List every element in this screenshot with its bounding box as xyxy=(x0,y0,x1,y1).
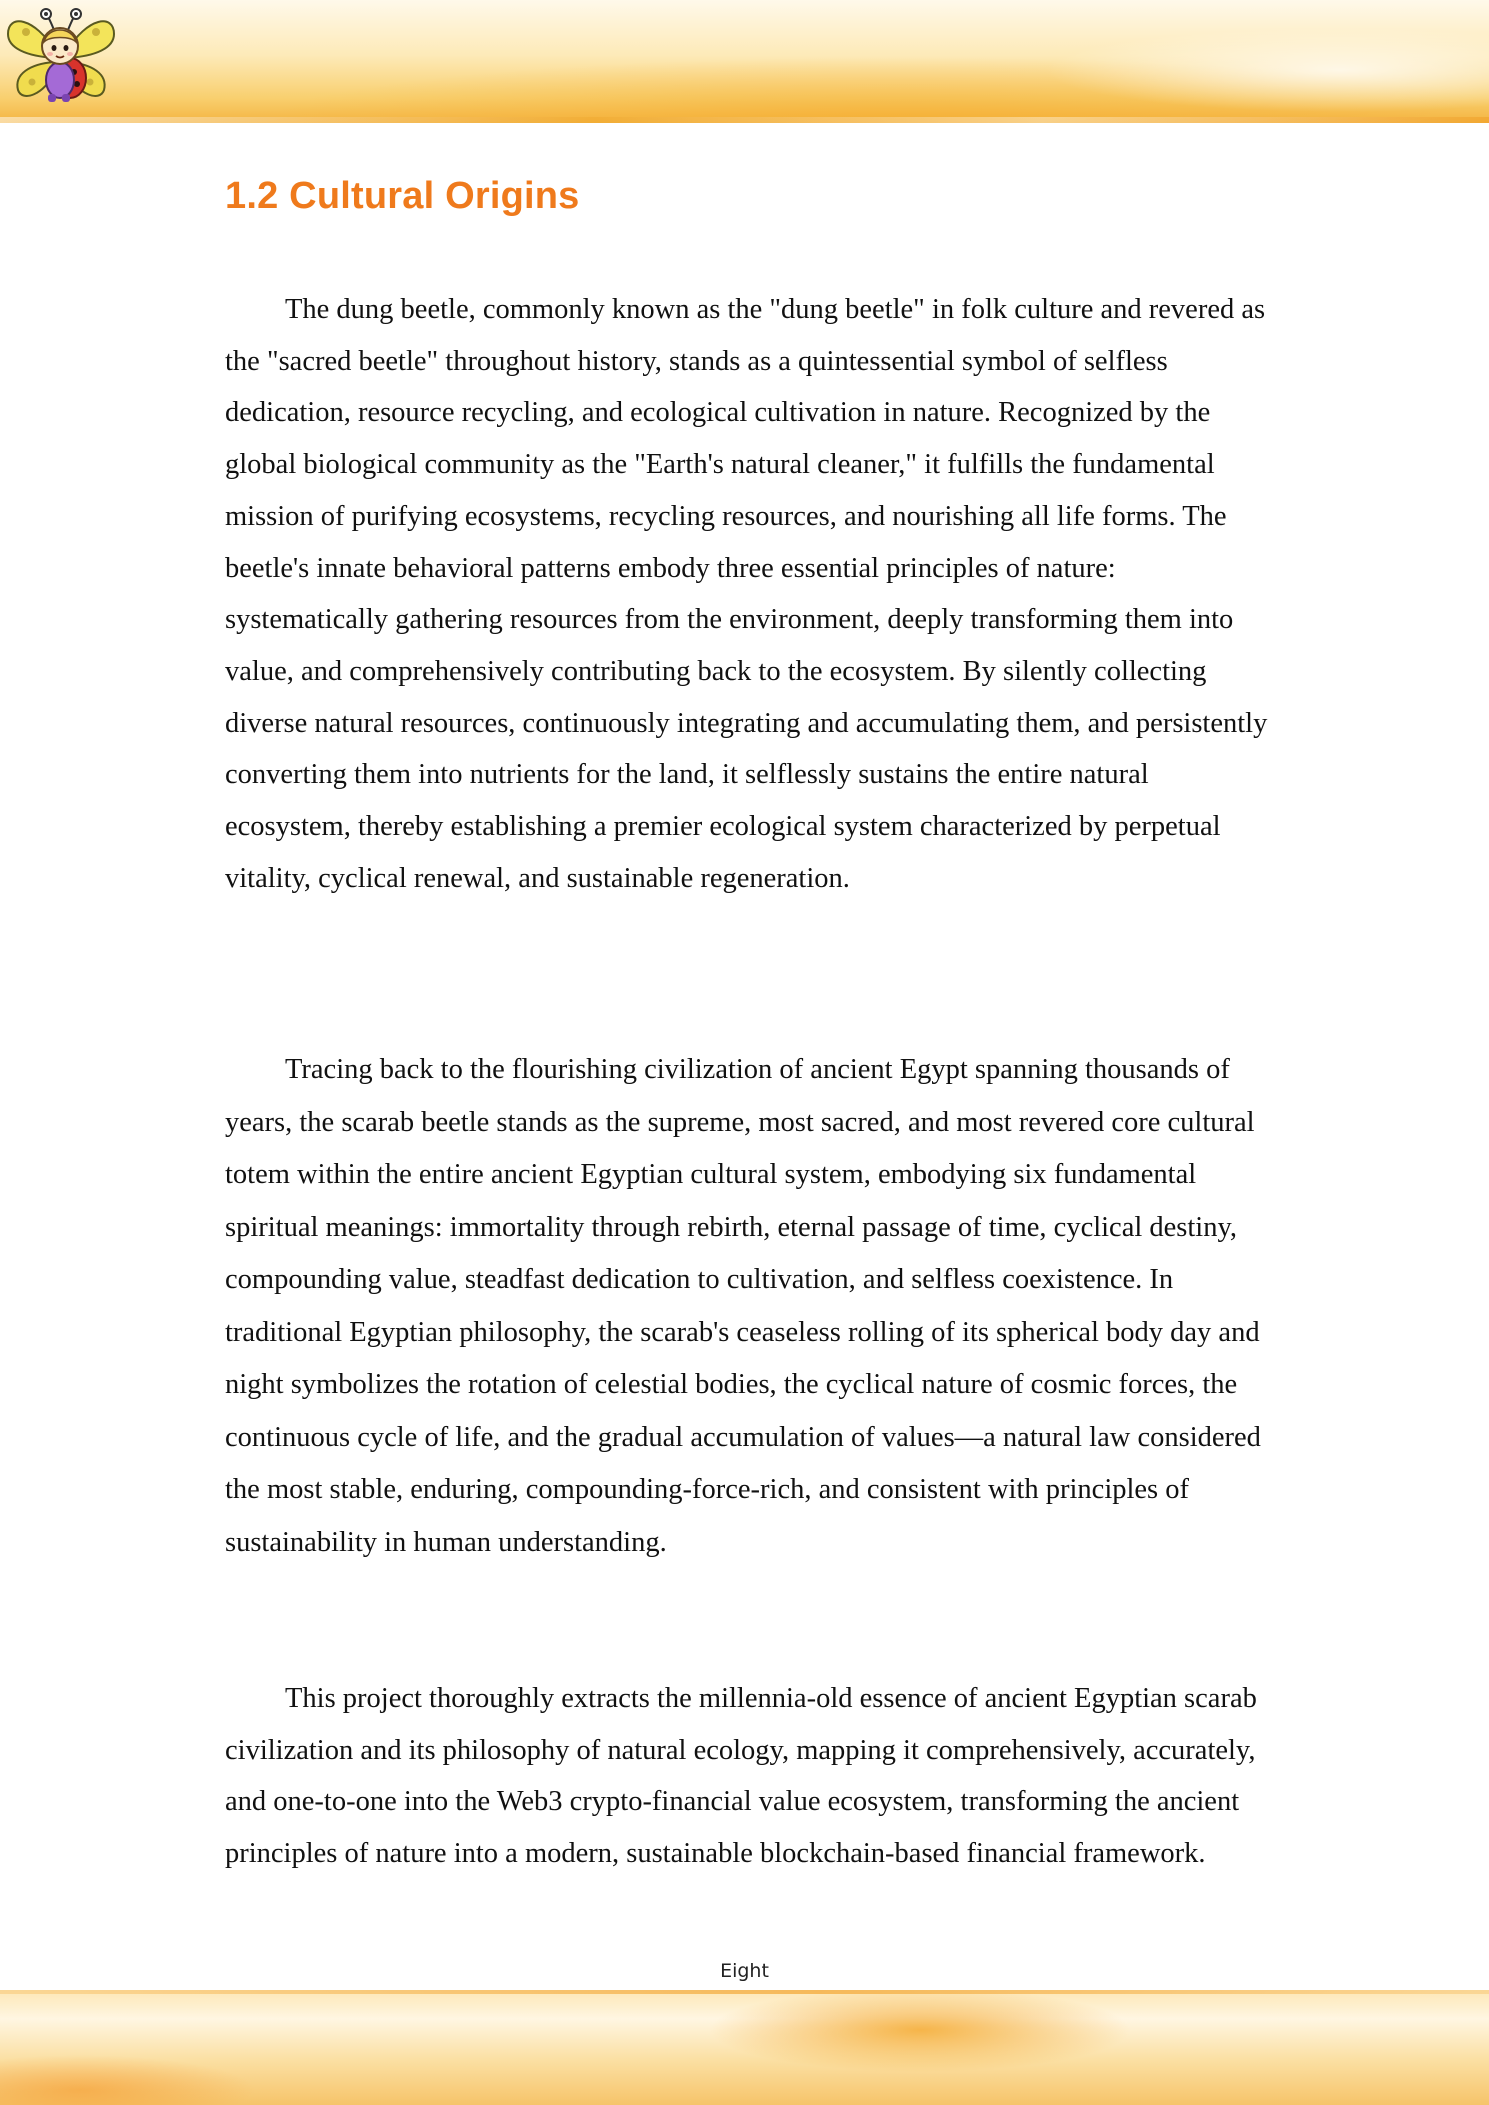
page-number: Eight xyxy=(720,1960,769,1982)
header-banner xyxy=(0,0,1489,123)
footer-banner xyxy=(0,1990,1489,2105)
paragraph-dung-beetle-symbolism: The dung beetle, commonly known as the "dung beetle" in folk culture and revered as the "sacred beetle" throughout history, stands as a quintessential symbol of selfless dedication, resource recycling, and ecological cultivation in nature. Recognized by the global biological community as the "Earth's natural cleaner," it fulfills the fundamental mission of purifying ecosystems, recycling resources, and nourishing all life forms. The beetle's innate behavioral patterns embody three essential principles of nature: systematically gathering resources from the environment, deeply transforming them into value, and comprehensively contributing back to the ecosystem. By silently collecting diverse natural resources, continuously integrating and accumulating them, and persistently converting them into nutrients for the land, it selflessly sustains the entire natural ecosystem, thereby establishing a premier ecological system characterized by perpetual vitality, cyclical renewal, and sustainable regeneration. xyxy=(225,294,1268,894)
section-heading: 1.2 Cultural Origins xyxy=(225,175,580,217)
paragraph-ancient-egypt-scarab: Tracing back to the flourishing civilization of ancient Egypt spanning thousands of years, the scarab beetle stands as the supreme, most sacred, and most revered core cultural totem within the entire ancient Egyptian cultural system, embodying six fundamental spiritual meanings: immortality through rebirth, eternal passage of time, cyclical destiny, compounding value, steadfast dedication to cultivation, and selfless coexistence. In traditional Egyptian philosophy, the scarab's ceaseless rolling of its spherical body day and night symbolizes the rotation of celestial bodies, the cyclical nature of cosmic forces, the continuous cycle of life, and the gradual accumulation of values—a natural law considered the most stable, enduring, compounding-force-rich, and consistent with principles of sustainability in human understanding. xyxy=(225,1054,1261,1558)
butterfly-ladybug-mascot-icon xyxy=(4,8,118,108)
paragraph-project-mapping: This project thoroughly extracts the millennia-old essence of ancient Egyptian scarab civilization and its philosophy of natural ecology, mapping it comprehensively, accurately, and one-to-one into the Web3 crypto-financial value ecosystem, transforming the ancient principles of nature into a modern, sustainable blockchain-based financial framework. xyxy=(225,1683,1257,1870)
